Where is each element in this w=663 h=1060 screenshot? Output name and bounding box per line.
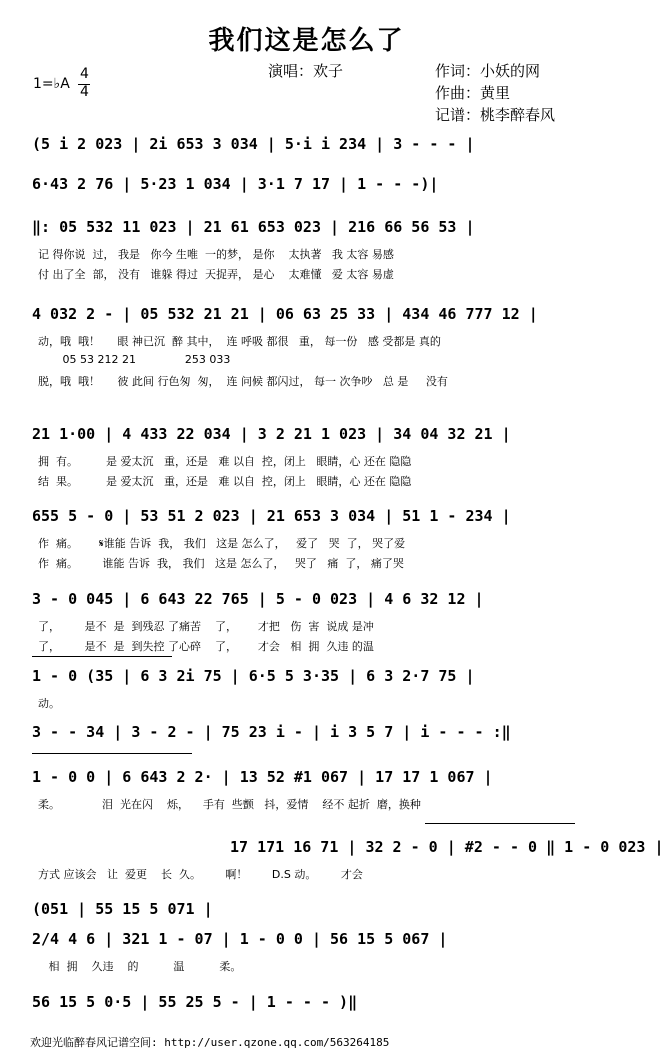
transcriber-credit: 记谱：桃李醉春风: [435, 106, 556, 124]
lyric-line: 了， 是不 是 到失控 了心碎 了， 才会 相 拥 久违 的温: [38, 640, 374, 653]
notation-line: 3 - 0 045 | 6 643 22 765 | 5 - 0 023 | 4 6 32 12 |: [32, 590, 484, 608]
notation-line: 21 1·00 | 4 433 22 034 | 3 2 21 1 023 | 34 04 32 21 |: [32, 425, 511, 443]
notation-line: ‖: 05 532 11 023 | 21 61 653 023 | 216 66 56 53 |: [32, 218, 475, 236]
score-row: [0, 900, 613, 928]
key-signature: 1=♭A: [33, 76, 70, 92]
volta-2-line: [32, 753, 192, 754]
notation-line: 655 5 - 0 | 53 51 2 023 | 21 653 3 034 | 51 1 - 234 |: [32, 507, 511, 525]
singer-credit: 演唱：欢子: [268, 62, 344, 80]
notation-line: (5 i 2 023 | 2i 653 3 034 | 5·i i 234 | 3 - - - |: [32, 135, 475, 153]
lyric-line: 动。: [38, 697, 60, 710]
volta-1-line: [32, 656, 172, 657]
lyric-line: 动，哦 哦！ 眼 神已沉 醉 其中， 连 呼吸 都很 重， 每一份 感 受都是 真的: [38, 335, 441, 348]
notation-line: 2/4 4 6 | 321 1 - 07 | 1 - 0 0 | 56 15 5 067 |: [32, 930, 448, 948]
score-row: [0, 305, 613, 388]
lyricist-credit: 作词：小妖的网: [435, 62, 541, 80]
score-row: [0, 218, 613, 281]
score-row: [0, 175, 613, 203]
notation-line: 56 15 5 0·5 | 55 25 5 - | 1 - - - )‖: [32, 993, 358, 1011]
score-row: [0, 507, 613, 570]
notation-line: (051 | 55 15 5 071 |: [32, 900, 213, 918]
composer-credit: 作曲：黄里: [435, 84, 511, 102]
notation-line: 1 - 0 0 | 6 643 2 2· | 13 52 #1 067 | 17 17 1 067 |: [32, 768, 493, 786]
lyric-line: 记 得你说 过， 我是 你今 生唯 一的梦， 是你 太执著 我 太容 易感: [38, 248, 394, 261]
notation-line: 6·43 2 76 | 5·23 1 034 | 3·1 7 17 | 1 - - -)|: [32, 175, 439, 193]
time-signature-denominator: 4: [80, 84, 89, 100]
lyric-line: 作 痛。 谁能 告诉 我， 我们 这是 怎么了， 哭了 痛 了， 痛了哭: [38, 557, 404, 570]
lyric-line: 结 果。 是 爱太沉 重，还是 难 以自 控，闭上 眼睛，心 还在 隐隐: [38, 475, 412, 488]
lyric-line: 柔。 泪 光在闪 烁， 手有 些颤 抖，爱情 经不 起折 磨，换种: [38, 798, 421, 811]
lyric-line: 付 出了全 部， 没有 谁躲 得过 天捉弄， 是心 太难懂 爱 太容 易虚: [38, 268, 394, 281]
lyric-line: 脱，哦 哦！ 彼 此间 行色匆 匆， 连 问候 都闪过， 每一 次争吵 总 是 没有: [38, 375, 448, 388]
score-row: [0, 838, 663, 881]
notation-line: 4 032 2 - | 05 532 21 21 | 06 63 25 33 | 434 46 777 12 |: [32, 305, 538, 323]
score-row: [0, 425, 613, 488]
lyric-line: 拥 有。 是 爱太沉 重，还是 难 以自 控，闭上 眼睛，心 还在 隐隐: [38, 455, 412, 468]
volta-3-line: [425, 823, 575, 824]
lyric-line: 相 拥 久违 的 温 柔。: [38, 960, 242, 973]
notation-line: 17 171 16 71 | 32 2 - 0 | #2 - - 0 ‖ 1 - 0 023 |: [230, 838, 663, 856]
lyric-line: 05 53 212 21 253 033: [38, 353, 231, 366]
score-row: [0, 723, 613, 751]
notation-line: 3 - - 34 | 3 - 2 - | 75 23 i - | i 3 5 7 | i - - - :‖: [32, 723, 511, 741]
score-row: [0, 667, 613, 710]
lyric-line: 了， 是不 是 到残忍 了痛苦 了， 才把 伤 害 说成 是冲: [38, 620, 374, 633]
time-signature-numerator: 4: [80, 66, 89, 82]
song-title: 我们这是怎么了: [208, 26, 405, 56]
score-row: [0, 768, 613, 811]
score-row: [0, 135, 613, 163]
lyric-line: 方式 应该会 让 爱更 长 久。 啊！ D.S 动。 才会: [38, 868, 363, 881]
score-row: [0, 590, 613, 653]
score-row: [0, 930, 613, 973]
footer-link-text: 欢迎光临醉春风记谱空间: http://user.qzone.qq.com/563264185: [30, 1036, 390, 1049]
score-row: [0, 993, 613, 1021]
notation-line: 1 - 0 (35 | 6 3 2i 75 | 6·5 5 3·35 | 6 3 2·7 75 |: [32, 667, 475, 685]
lyric-line: 作 痛。 𝄋谁能 告诉 我， 我们 这是 怎么了， 爱了 哭 了， 哭了爱: [38, 537, 406, 550]
